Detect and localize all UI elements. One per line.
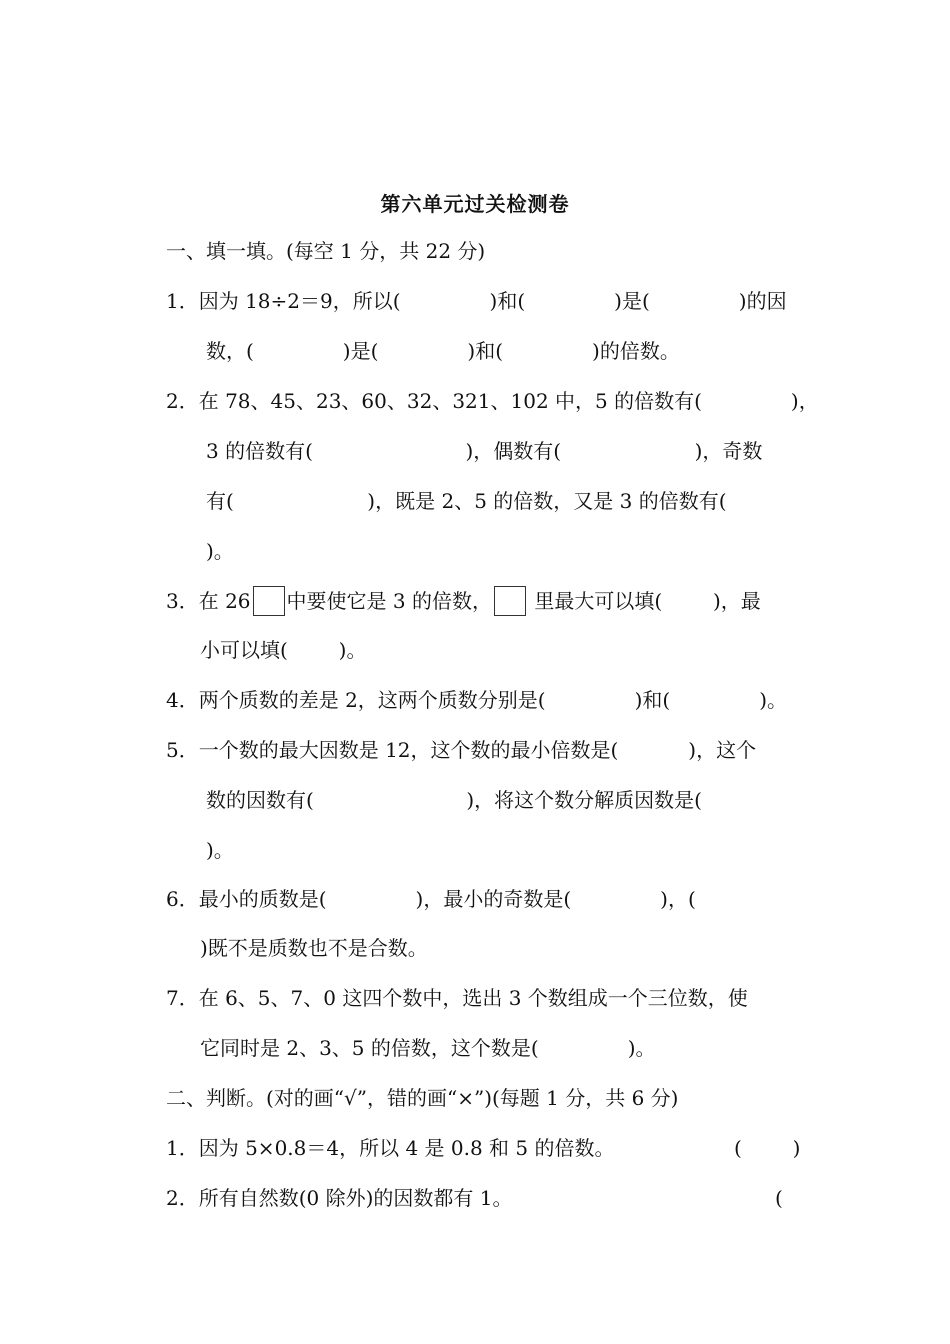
q4-line1: 4．两个质数的差是 2，这两个质数分别是( )和( )。 (166, 688, 788, 712)
q1-line2: 数，( )是( )和( )的倍数。 (206, 339, 680, 363)
section1-heading: 一、填一填。(每空 1 分，共 22 分) (166, 239, 486, 263)
q6-line2: )既不是质数也不是合数。 (200, 936, 428, 960)
q1-line1: 1．因为 18÷2＝9，所以( )和( )是( )的因 (166, 289, 787, 313)
q2-line1: 2．在 78、45、23、60、32、321、102 中，5 的倍数有( )， (166, 389, 819, 413)
q5-line3: )。 (206, 838, 234, 862)
q6-line1: 6．最小的质数是( )，最小的奇数是( )，( (166, 887, 696, 911)
q3-line2: 小可以填( )。 (200, 638, 367, 662)
q7-line1: 7．在 6、5、7、0 这四个数中，选出 3 个数组成一个三位数，使 (166, 986, 748, 1010)
q3-suffix: 里最大可以填( )，最 (527, 589, 761, 613)
q2-line2: 3 的倍数有( )，偶数有( )，奇数 (206, 439, 763, 463)
q5-line2: 数的因数有( )，将这个数分解质因数是( (206, 788, 702, 812)
judge-q2-text: 2．所有自然数(0 除外)的因数都有 1。 (166, 1186, 513, 1210)
judge-q1-bracket: ( ) (734, 1136, 801, 1160)
q3-line1 (166, 586, 761, 616)
judge-q1-text: 1．因为 5×0.8＝4，所以 4 是 0.8 和 5 的倍数。 (166, 1136, 615, 1160)
q2-line3: 有( )，既是 2、5 的倍数，又是 3 的倍数有( (206, 489, 727, 513)
judge-q2-bracket: ( (775, 1186, 783, 1210)
q7-line2: 它同时是 2、3、5 的倍数，这个数是( )。 (200, 1036, 656, 1060)
q3-mid: 中要使它是 3 的倍数， (286, 589, 492, 613)
q3-prefix: 3．在 26 (166, 589, 251, 613)
q5-line1: 5．一个数的最大因数是 12，这个数的最小倍数是( )，这个 (166, 738, 757, 762)
q3-blank-box-1 (253, 586, 285, 616)
page-title: 第六单元过关检测卷 (380, 192, 570, 216)
q2-line4: )。 (206, 539, 234, 563)
section2-heading: 二、判断。(对的画“√”，错的画“×”)(每题 1 分，共 6 分) (166, 1086, 679, 1110)
q3-blank-box-2 (494, 586, 526, 616)
